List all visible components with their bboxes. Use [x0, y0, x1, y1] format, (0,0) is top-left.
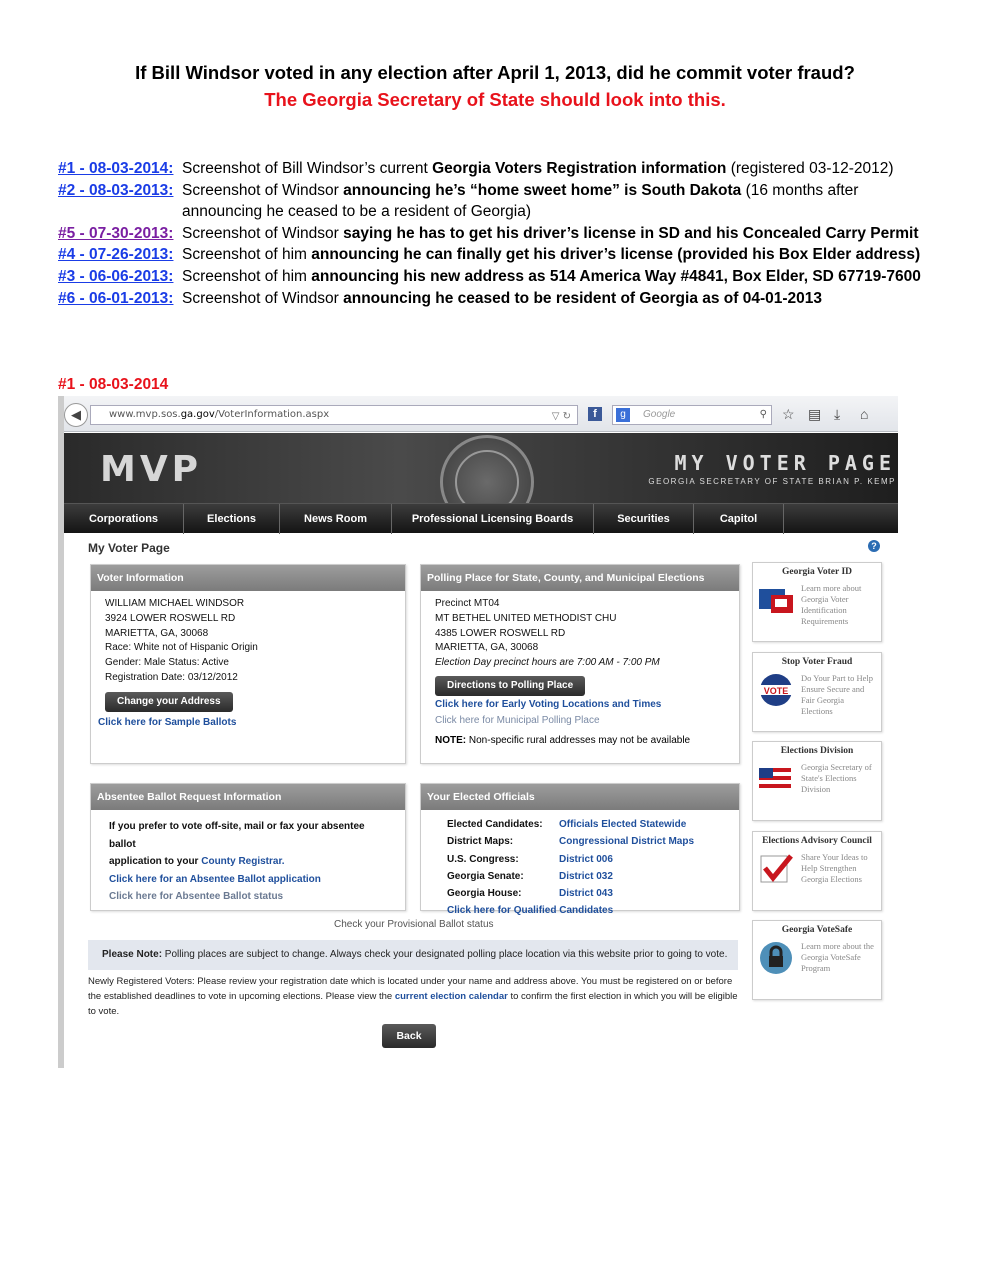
officials-table — [447, 818, 713, 902]
link-row — [58, 158, 958, 180]
link-row — [58, 223, 958, 245]
vote-button-icon — [757, 673, 795, 707]
home-icon[interactable]: ⌂ — [860, 406, 869, 422]
back-button[interactable]: Back — [382, 1024, 436, 1048]
link-description: Screenshot of Windsor announcing he’s “home sweet home” is South Dakota (16 months after — [182, 181, 859, 199]
official-link[interactable]: District 006 — [559, 853, 613, 865]
url-domain: ga.gov — [180, 409, 215, 420]
official-link[interactable]: District 032 — [559, 870, 613, 882]
official-link[interactable]: Officials Elected Statewide — [559, 819, 687, 830]
screenshot-link-6[interactable]: #6 - 06-01-2013: — [58, 289, 174, 307]
newly-registered-note: Newly Registered Voters: Please review your registration date which is located under your name and address above. You must be registered on or before the established deadlines to vote in upcoming elections. Please view the current election calendar to confirm the first election in which you will be eligible to vote. — [88, 976, 738, 1017]
banner-heading: MY VOTER PAGE GEORGIA SECRETARY OF STATE BRIAN P. KEMP — [648, 451, 896, 486]
please-note-bar: Please Note: Polling places are subject to change. Always check your designated polling place location via this website prior to going to vote. — [88, 940, 738, 970]
nav-professional-licensing-boards[interactable]: Professional Licensing Boards — [392, 504, 594, 534]
side-elections-advisory-council[interactable]: Elections Advisory Council Share Your Ideas to Help Strengthen Georgia Elections — [752, 831, 882, 911]
voter-information-panel — [90, 564, 406, 764]
side-stop-voter-fraud[interactable]: Stop Voter Fraud VOTE Do Your Part to Help Ensure Secure and Fair Georgia Elections — [752, 652, 882, 732]
official-key: Georgia Senate: — [447, 870, 524, 882]
panel-heading: Absentee Ballot Request Information — [91, 784, 405, 810]
voter-address: 3924 LOWER ROSWELL RD — [105, 612, 236, 624]
search-icon[interactable]: ⚲ — [759, 409, 767, 420]
link-row — [58, 266, 958, 288]
sample-ballots-link[interactable]: Click here for Sample Ballots — [98, 717, 237, 728]
directions-button[interactable]: Directions to Polling Place — [435, 676, 585, 696]
nav-news-room[interactable]: News Room — [280, 504, 392, 534]
official-link[interactable]: District 043 — [559, 888, 613, 900]
voter-race: Race: White not of Hispanic Origin — [105, 642, 258, 654]
voter-gender-status: Gender: Male Status: Active — [105, 657, 229, 669]
panel-heading: Your Elected Officials — [421, 784, 739, 810]
polling-location: MT BETHEL UNITED METHODIST CHU — [435, 612, 617, 624]
panel-heading: Voter Information — [91, 565, 405, 591]
link-description: Screenshot of Windsor announcing he ceased to be resident of Georgia as of 04-01-2013 — [182, 289, 823, 307]
nav-securities[interactable]: Securities — [594, 504, 694, 534]
link-description-continued: announcing he ceased to be a resident of Georgia) — [182, 203, 531, 221]
screenshot-link-4[interactable]: #4 - 07-26-2013: — [58, 246, 174, 264]
early-voting-link[interactable]: Click here for Early Voting Locations and Times — [435, 699, 662, 710]
registration-date: Registration Date: 03/12/2012 — [105, 671, 238, 683]
reload-icon[interactable]: ▽ ↻ — [551, 411, 571, 422]
document-subtitle: The Georgia Secretary of State should look into this. — [264, 89, 726, 110]
absentee-ballot-panel — [90, 783, 406, 911]
url-prefix: www.mvp.sos. — [109, 409, 181, 420]
precinct-hours: Election Day precinct hours are 7:00 AM - 7:00 PM — [435, 657, 660, 669]
absentee-text-2: application to your County Registrar. — [109, 856, 285, 867]
main-nav — [64, 503, 898, 533]
checkmark-icon — [757, 852, 795, 886]
google-icon: g — [616, 408, 630, 422]
bookmarks-icon[interactable]: ▤ — [808, 406, 822, 422]
change-address-button[interactable]: Change your Address — [105, 692, 233, 712]
lock-icon — [757, 941, 795, 975]
screenshot-link-list — [58, 158, 958, 309]
official-link[interactable]: Congressional District Maps — [559, 836, 695, 848]
embedded-screenshot — [58, 396, 898, 1068]
side-elections-division[interactable]: Elections Division Georgia Secretary of State's Elections Division — [752, 741, 882, 821]
official-key: District Maps: — [447, 836, 514, 848]
absentee-application-link[interactable]: Click here for an Absentee Ballot application — [109, 873, 321, 885]
link-description: Screenshot of Bill Windsor’s current Georgia Voters Registration information (registered 03-12-2012) — [182, 160, 894, 177]
provisional-ballot-link[interactable]: Check your Provisional Ballot status — [334, 919, 494, 930]
address-bar[interactable] — [90, 405, 578, 425]
official-key: U.S. Congress: — [447, 853, 519, 865]
page-title: My Voter Page — [88, 541, 170, 555]
panel-heading: Polling Place for State, County, and Municipal Elections — [421, 565, 739, 591]
link-row — [58, 288, 958, 310]
voter-name: WILLIAM MICHAEL WINDSOR — [105, 598, 245, 609]
browser-toolbar — [64, 396, 898, 432]
facebook-icon[interactable]: f — [588, 407, 602, 421]
link-description: Screenshot of Windsor saying he has to get his driver’s license in SD and his Concealed Carry Permit — [182, 224, 919, 242]
polling-city: MARIETTA, GA, 30068 — [435, 642, 539, 654]
official-key: Elected Candidates: — [447, 819, 543, 830]
link-row — [58, 180, 958, 202]
absentee-status-link[interactable]: Click here for Absentee Ballot status — [109, 891, 284, 902]
voter-id-card-icon — [757, 583, 795, 617]
link-description: Screenshot of him announcing he can finally get his driver’s license (provided his Box Elder address) — [182, 246, 921, 264]
side-georgia-votesafe[interactable]: Georgia VoteSafe Learn more about the Georgia VoteSafe Program — [752, 920, 882, 1000]
official-key: Georgia House: — [447, 888, 522, 900]
municipal-polling-link[interactable]: Click here for Municipal Polling Place — [435, 715, 600, 726]
nav-corporations[interactable]: Corporations — [64, 504, 184, 534]
star-icon[interactable]: ☆ — [782, 406, 795, 422]
qualified-candidates-link[interactable]: Click here for Qualified Candidates — [447, 904, 614, 916]
election-calendar-link[interactable]: current election calendar — [394, 991, 508, 1002]
screenshot-link-5[interactable]: #5 - 07-30-2013: — [58, 224, 174, 242]
link-row — [58, 244, 958, 266]
site-banner — [64, 433, 898, 503]
polling-note: NOTE: Non-specific rural addresses may not be available — [435, 735, 691, 746]
screenshot-link-1[interactable]: #1 - 08-03-2014: — [58, 160, 174, 177]
county-registrar-link[interactable]: County Registrar. — [201, 856, 285, 867]
flag-vote-icon — [757, 762, 795, 796]
document-title: If Bill Windsor voted in any election after April 1, 2013, did he commit voter fraud? — [135, 62, 855, 83]
elected-officials-panel — [420, 783, 740, 916]
polling-address: 4385 LOWER ROSWELL RD — [435, 627, 566, 639]
download-icon[interactable]: ⤓ — [834, 406, 841, 422]
help-icon[interactable]: ? — [868, 540, 880, 552]
nav-capitol[interactable]: Capitol — [694, 504, 784, 534]
screenshot-link-3[interactable]: #3 - 06-06-2013: — [58, 267, 174, 285]
precinct: Precinct MT04 — [435, 598, 500, 609]
link-description: Screenshot of him announcing his new address as 514 America Way #4841, Box Elder, SD 67719-7600 — [182, 267, 921, 285]
svg-text:VOTE: VOTE — [763, 686, 789, 696]
polling-place-panel — [420, 564, 740, 764]
absentee-text: If you prefer to vote off-site, mail or fax your absentee ballot — [109, 821, 365, 850]
screenshot-link-2[interactable]: #2 - 08-03-2013: — [58, 181, 174, 199]
section-label: #1 - 08-03-2014 — [58, 376, 169, 393]
side-georgia-voter-id[interactable]: Georgia Voter ID Learn more about Georgia Voter Identification Requirements — [752, 562, 882, 642]
nav-elections[interactable]: Elections — [184, 504, 280, 534]
url-path: /VoterInformation.aspx — [214, 409, 330, 420]
search-input[interactable]: g Google ⚲ — [612, 405, 772, 425]
mvp-logo[interactable]: MVP — [100, 449, 203, 490]
back-arrow-icon[interactable]: ◀ — [64, 403, 88, 427]
voter-city: MARIETTA, GA, 30068 — [105, 627, 209, 639]
